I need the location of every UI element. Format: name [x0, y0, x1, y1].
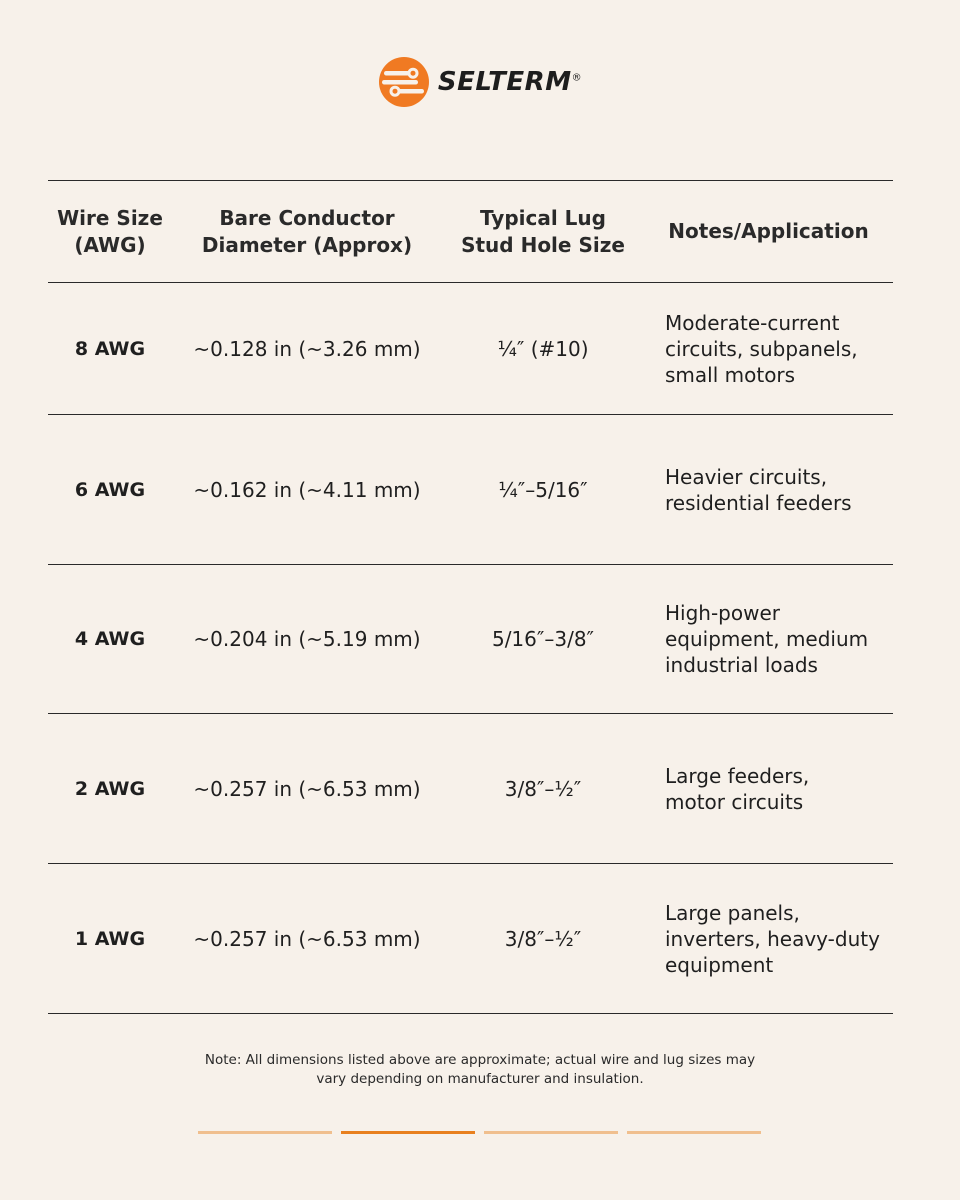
notes-cell: Moderate-current circuits, subpanels, small motors — [665, 310, 858, 387]
diameter-cell: ~0.162 in (~4.11 mm) — [193, 477, 421, 502]
pager-indicator[interactable] — [627, 1131, 761, 1134]
wire-size-cell: 8 AWG — [74, 337, 146, 360]
table-row — [48, 714, 893, 864]
lug-size-cell: 3/8″–½″ — [504, 926, 582, 951]
wire-size-cell: 1 AWG — [74, 927, 146, 950]
notes-cell: Large feeders, motor circuits — [665, 763, 810, 814]
wire-size-cell: 4 AWG — [74, 628, 146, 650]
header-wire-size: Wire Size (AWG) — [57, 205, 163, 257]
lug-size-cell: 5/16″–3/8″ — [491, 627, 595, 651]
wire-size-cell: 6 AWG — [74, 478, 146, 501]
pager-indicator[interactable] — [484, 1131, 618, 1134]
notes-cell: High-power equipment, medium industrial loads — [665, 601, 869, 677]
wire-size-table — [48, 180, 893, 1014]
diameter-cell: ~0.128 in (~3.26 mm) — [193, 336, 421, 361]
table-row — [48, 283, 893, 415]
notes-cell: Heavier circuits, residential feeders — [665, 464, 852, 515]
pager-indicator[interactable] — [341, 1131, 475, 1134]
selterm-logo-icon — [378, 56, 430, 108]
lug-size-cell: ¼″–5/16″ — [498, 477, 588, 502]
registered-mark: ® — [571, 72, 583, 84]
lug-size-cell: ¼″ (#10) — [497, 336, 589, 361]
brand-logo — [0, 56, 960, 108]
header-notes: Notes/Application — [668, 219, 869, 243]
diameter-cell: ~0.257 in (~6.53 mm) — [193, 776, 421, 801]
table-row — [48, 415, 893, 565]
disclaimer-note: Note: All dimensions listed above are approximate; actual wire and lug sizes may vary depending on manufacturer and insulation. — [204, 1052, 756, 1087]
header-lug-hole: Typical Lug Stud Hole Size — [461, 205, 625, 257]
lug-size-cell: 3/8″–½″ — [504, 776, 582, 801]
diameter-cell: ~0.204 in (~5.19 mm) — [193, 627, 421, 651]
table-row — [48, 864, 893, 1014]
header-diameter: Bare Conductor Diameter (Approx) — [201, 205, 413, 257]
notes-cell: Large panels, inverters, heavy-duty equipment — [665, 900, 880, 977]
table-row — [48, 565, 893, 714]
brand-name: SELTERM® — [437, 67, 583, 97]
carousel-pager — [198, 1131, 761, 1134]
wire-size-cell: 2 AWG — [74, 777, 146, 800]
diameter-cell: ~0.257 in (~6.53 mm) — [193, 926, 421, 951]
pager-indicator[interactable] — [198, 1131, 332, 1134]
table-header-row — [48, 181, 893, 283]
